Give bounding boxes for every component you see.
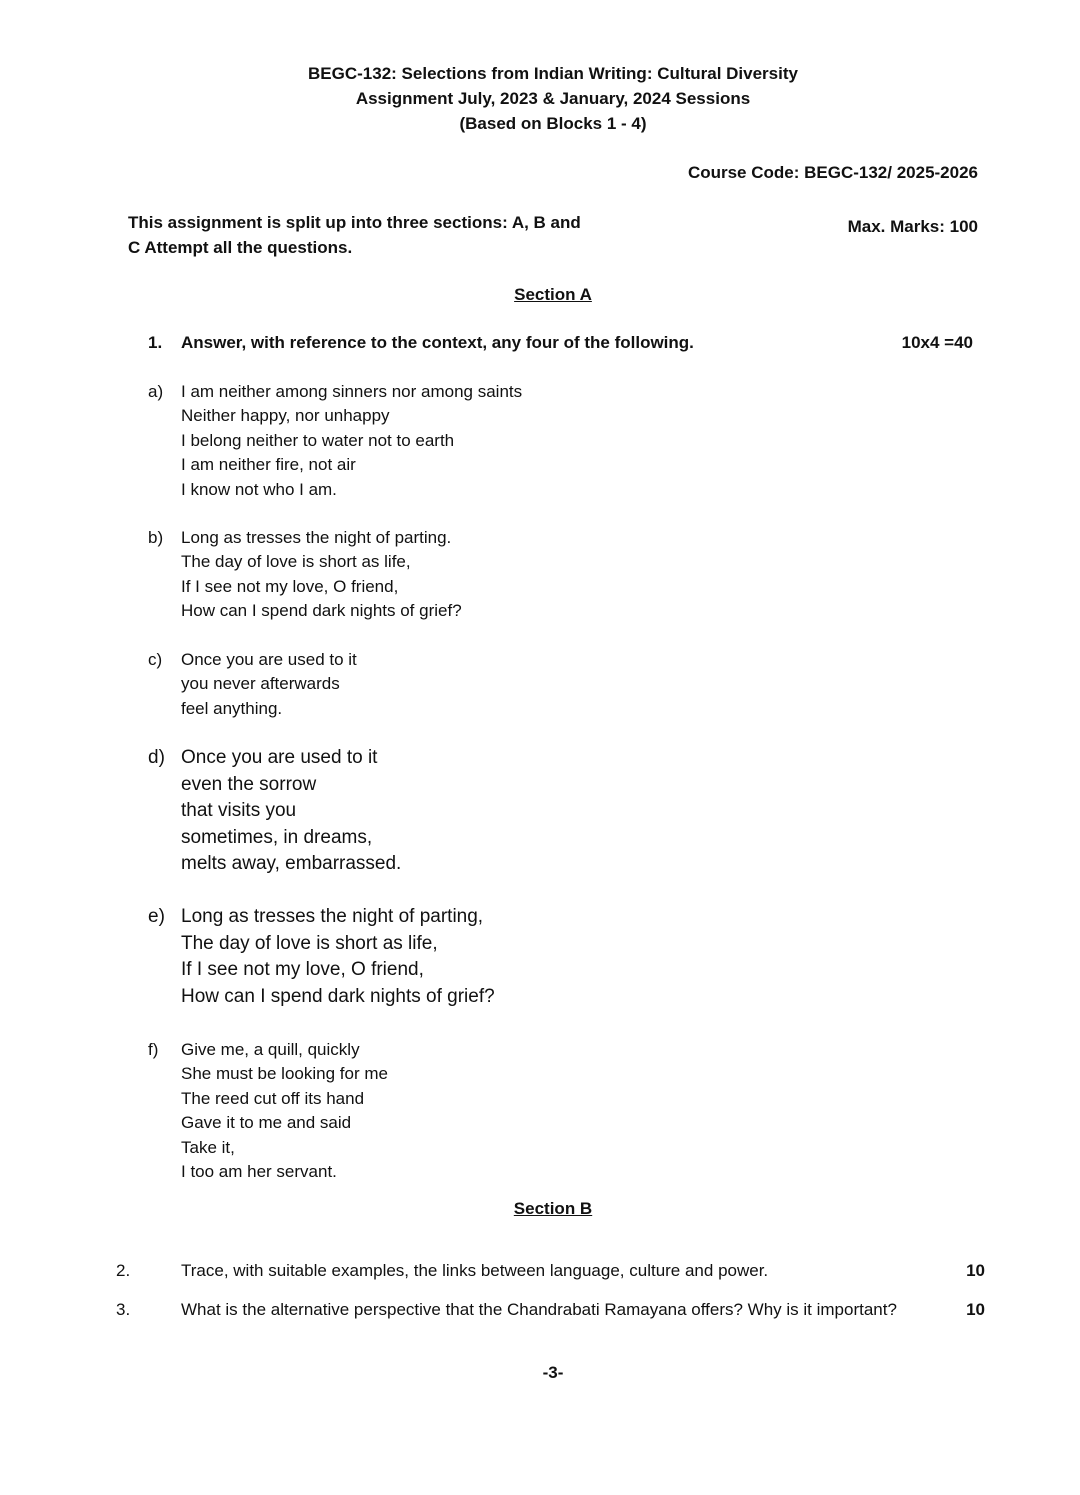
passage-line: How can I spend dark nights of grief?	[181, 601, 462, 621]
section-a-heading: Section A	[514, 285, 592, 304]
assignment-blocks: (Based on Blocks 1 - 4)	[459, 114, 647, 133]
question-3-number: 3.	[116, 1300, 131, 1319]
page-number: -3-	[542, 1363, 564, 1382]
passage-line: I belong neither to water not to earth	[181, 430, 455, 450]
passage-line: that visits you	[181, 800, 297, 821]
passage-line: I know not who I am.	[181, 479, 337, 499]
passage-label: e)	[148, 906, 165, 927]
passage-line: you never afterwards	[181, 674, 340, 694]
course-code: Course Code: BEGC-132/ 2025-2026	[687, 163, 978, 182]
question-1-text: Answer, with reference to the context, any four of the following.	[181, 333, 694, 352]
passage-line: Once you are used to it	[181, 747, 378, 768]
passage-line: Once you are used to it	[181, 650, 357, 669]
passage-line: If I see not my love, O friend,	[181, 576, 399, 596]
question-1-number: 1.	[148, 333, 163, 352]
passage-label: a)	[148, 382, 164, 401]
passage-line: If I see not my love, O friend,	[181, 959, 424, 980]
passage-line: The day of love is short as life,	[181, 932, 438, 954]
question-2-marks: 10	[966, 1261, 985, 1280]
passage-line: I am neither fire, not air	[181, 455, 356, 475]
question-2-text: Trace, with suitable examples, the links between language, culture and power.	[181, 1261, 769, 1280]
max-marks: Max. Marks: 100	[847, 217, 978, 236]
passage-line: sometimes, in dreams,	[181, 826, 373, 848]
passage-label: f)	[148, 1040, 159, 1059]
passage-line: melts away, embarrassed.	[181, 853, 402, 874]
passage-label: c)	[148, 650, 163, 669]
passage-line: Neither happy, nor unhappy	[181, 406, 390, 426]
question-3-marks: 10	[966, 1300, 985, 1319]
passage-line: Take it,	[181, 1137, 235, 1157]
passage-line: Gave it to me and said	[181, 1113, 352, 1133]
assignment-title: BEGC-132: Selections from Indian Writing: Cultural Diversity	[308, 64, 798, 83]
passage-line: feel anything.	[181, 698, 283, 718]
question-2-number: 2.	[116, 1261, 131, 1280]
instructions-line-1: This assignment is split up into three sections: A, B and	[128, 213, 581, 232]
passage-line: even the sorrow	[181, 773, 317, 795]
assignment-sessions: Assignment July, 2023 & January, 2024 Sessions	[355, 89, 751, 108]
passage-line: The reed cut off its hand	[181, 1088, 365, 1108]
passage-line: Give me, a quill, quickly	[181, 1040, 360, 1059]
passage-line: I too am her servant.	[181, 1162, 337, 1182]
question-3-text: What is the alternative perspective that the Chandrabati Ramayana offers? Why is it important?	[181, 1300, 897, 1319]
passage-line: She must be looking for me	[181, 1064, 388, 1084]
passage-label: d)	[148, 747, 165, 768]
passage-line: I am neither among sinners nor among saints	[181, 382, 523, 401]
instructions	[128, 210, 581, 260]
passage-label: b)	[148, 528, 164, 547]
passage-line: Long as tresses the night of parting,	[181, 906, 484, 927]
question-1-marks: 10x4 =40	[901, 333, 973, 352]
passage-line: Long as tresses the night of parting.	[181, 528, 452, 547]
instructions-line-2: C Attempt all the questions.	[128, 238, 353, 257]
passage-line: The day of love is short as life,	[181, 552, 411, 572]
section-b-heading: Section B	[513, 1199, 593, 1218]
passage-line: How can I spend dark nights of grief?	[181, 985, 495, 1007]
